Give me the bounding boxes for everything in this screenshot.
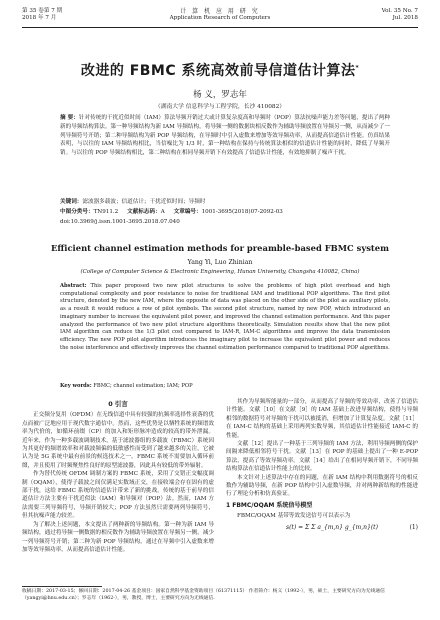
body-right-column <box>226 398 418 535</box>
keywords-en-label: Key words: <box>60 383 92 389</box>
volume-en: Vol. 35 No. 7 <box>381 8 418 14</box>
footnote: 收稿日期：2017-03-15；修回日期：2017-04-26 基金项目：国家自然科学基金资助项目（61371115） 作者简介：杨义（1992-），男，硕士，主要研究方向为无线通信（yangyi@hnu.edu.cn）；罗志年（1962-），男，教授，博士，主要研究方向为无线通信. <box>22 589 385 601</box>
equation-text: s(t) = Σ Σ a_{m,n} g_{m,n}(t) <box>286 523 378 531</box>
title-text: 改进的 FBMC 系统高效前导信道估计算法 <box>80 63 356 79</box>
title-mark: * <box>355 64 360 72</box>
keywords-en-text: FBMC; channel estimation; IAM; POP <box>93 383 193 389</box>
footnote-rule <box>22 586 102 587</box>
abstract-cn <box>60 114 390 158</box>
right-paragraph-4: FBMC/OQAM 基带等效发送信号可以表示为 <box>237 513 351 520</box>
keywords-en <box>60 383 390 391</box>
paper-title-cn <box>0 60 440 80</box>
left-paragraph-2: 作为替代传统 OFDM 调制方案的 FBMC 系统，采用了交错正交幅度调制（OQAM），使得子载波之间仅满足实数域正交，在接收端会存在固有的虚部干扰，这给 FBMC 系统的信道估计带来了新的挑战。传统的基于前导的信道估计方法主要有干扰近似法（IAM）和导频对（POP）法。然而，IAM 方法需要三列导频符号，导频开销较大；POP 方法虽然只需要两列导频符号，但其抗噪声能力较差。 <box>22 471 214 520</box>
doi-value: 10.3969/j.issn.1001-3695.2018.07.040 <box>70 219 180 225</box>
keywords-cn-text: 滤波器多载波；信道估计；干扰近似时间；导频时 <box>82 199 206 205</box>
classification-line <box>60 208 390 216</box>
section-0-heading: 0 引言 <box>108 400 128 408</box>
doi-label: doi: <box>60 219 71 225</box>
authors-en: Yang Yi, Luo Zhinian <box>187 259 253 266</box>
abstract-en-label: Abstract: <box>60 283 87 289</box>
doc-code-value: A <box>160 209 165 215</box>
abstract-en <box>60 283 390 352</box>
affiliation-en: (College of Computer Science & Electronic Engineering, Hunan University, Changsha 410082, China) <box>80 269 360 275</box>
right-paragraph-1: 其作为导频所能量的一部分，从而提高了导频的等效功率，改善了信道估计性能。文献［10］在文献［9］的 IAM 基础上改进导频结构，使得与导频相邻的数据符号对导频的干扰可以被抵消，但增加了计算复杂度。文献［11］在 IAM-C 结构的基础上采用两列实数导频，其信道估计性能接近 IAM-C 的性能。 <box>226 399 418 439</box>
right-paragraph-3: 本文针对上述算法中存在的问题，在新 IAM 结构中利用数据符号的相反数作为辅助导频，在新 POP 结构中引入虚数导频，并对两种新结构的性能进行了理论分析和仿真验证。 <box>226 474 418 498</box>
keywords-cn <box>60 198 390 206</box>
keywords-cn-label: 关键词： <box>60 199 83 205</box>
journal-cn: 计 算 机 应 用 研 究 <box>180 8 260 15</box>
left-paragraph-3: 为了解决上述问题，本文提出了两种新的导频结构。第一种为新 IAM 导频结构，通过将导频一侧数据的相反数作为辅助导频放置在导频另一侧，减少一列导频符号开销；第二种为新 POP 导频结构，通过在导频中引入虚数来增加等效导频功率，从而提高信道估计性能。 <box>22 521 214 553</box>
article-id-label: 文章编号： <box>173 209 202 215</box>
doc-code-label: 文献标志码： <box>127 209 161 215</box>
header-center <box>22 8 418 22</box>
date-cn: 2018 年 7 月 <box>22 15 57 21</box>
abstract-cn-label: 摘 要： <box>60 115 79 121</box>
header-right <box>382 8 418 22</box>
abstract-cn-text: 针对传统的干扰近似时间（IAM）算法导频开销过大或计算复杂度高和导频时（POP）算法抗噪声能力差等问题，提出了两种新的导频结构算法。第一种导频结构为新 IAM 导频结构，将导频一侧的数据块相反数作为辅助导频放置在导频另一侧，从而减少了一列导频符号开销；第二种导频结构为新 POP 导频结构，在导频时中引入虚数来增加等效导频功率，从而提高信道估计性能。仿真结果表明，与以往的 IAM 导频结构相比，当信噪比为 1/3 时，第一种结构在保持与传统算法相似的信道估计性能的同时，降低了导频开销。与以往的 POP 导频结构相比，第二种结构在相同导频开销下有效提高了信道估计性能，有效地抑制了噪声干扰。 <box>60 115 391 157</box>
right-paragraph-2: 文献［12］提出了一种基于三列导频的 IAM 方法，利用导频两侧的保护间隔来降低相邻符号干扰。文献［13］在 POP 的基础上提出了一种 E-POP 算法，提高了等效导频功率。文献［14］给出了在相同导频开销下，不同导频结构算法在信道估计性能上的比较。 <box>226 441 418 473</box>
journal-en: Application Research of Computers <box>169 15 271 21</box>
abstract-en-text: This paper proposed two new pilot structures to solve the problems of high pilot overhead and high computational complexity and poor resistance to noise for traditional IAM and traditional POP algorithms. The first pilot structure, denoted by the new IAM, where the opposite of data was placed on the other side of the pilot as auxiliary pilots, as a result it would reduce a row of pilot symbols. The second pilot structure, named by new POP, which introduced an imaginary number to increase the equivalent pilot power, and improved the channel estimation performance. And this paper analyzed the performance of two new pilot structure algorithms theoretically. Simulation results show that the new pilot IAM algorithm can reduce the 1/3 pilot cost compared to IAM-R, IAM-C algorithms and improve the data transmission efficiency. The new POP pilot algorithm introduces the imaginary pilot to increase the equivalent pilot power and reduces the noise interference and effectively improves the channel estimation performance compared to traditional POP algorithms. <box>60 283 390 351</box>
clc-value: TN911.2 <box>93 209 119 215</box>
affiliation-cn: （湖南大学 信息科学与工程学院，长沙 410082） <box>154 104 286 110</box>
date-en: Jul. 2018 <box>392 15 418 21</box>
body-left-column <box>22 398 214 554</box>
left-paragraph-1: 正交频分复用（OFDM）在无线信道中具有较强的抗频率选择性衰落的优点而被广泛地应用于现代数字通信中。然而，这些优势是以牺牲系统的频谱效率为代价的，如循环前缀（CP）的加入和矩形脉冲造成的较高的带外泄漏。近年来，作为一种多载波调制技术，基于滤波器组的多载波（FBMC）系统因为其更好的频谱效率和对载波频偏的低敏感性而受到了越来越多的关注，它被认为是 5G 系统中最有前景的候选技术之一。FBMC 系统不需要加入循环前缀，并且使用了时频聚焦性良好的原型滤波器，因此具有较低的带外辐射。 <box>22 412 214 469</box>
paper-title-en: Efficient channel estimation methods for preamble-based FBMC system <box>51 243 389 253</box>
clc-label: 中图分类号： <box>60 209 94 215</box>
section-1-heading: 1 FBMC/OQAM 系统信号模型 <box>226 501 313 509</box>
volume-cn: 第 35 卷第 7 期 <box>22 8 63 14</box>
authors-cn: 杨 义，罗志年 <box>193 90 247 100</box>
equation-1 <box>286 524 418 532</box>
header-rule <box>22 27 418 28</box>
equation-number: (1) <box>409 523 418 531</box>
doi-line <box>60 218 390 226</box>
article-id-value: 1001-3695(2018)07-2092-03 <box>201 209 283 215</box>
